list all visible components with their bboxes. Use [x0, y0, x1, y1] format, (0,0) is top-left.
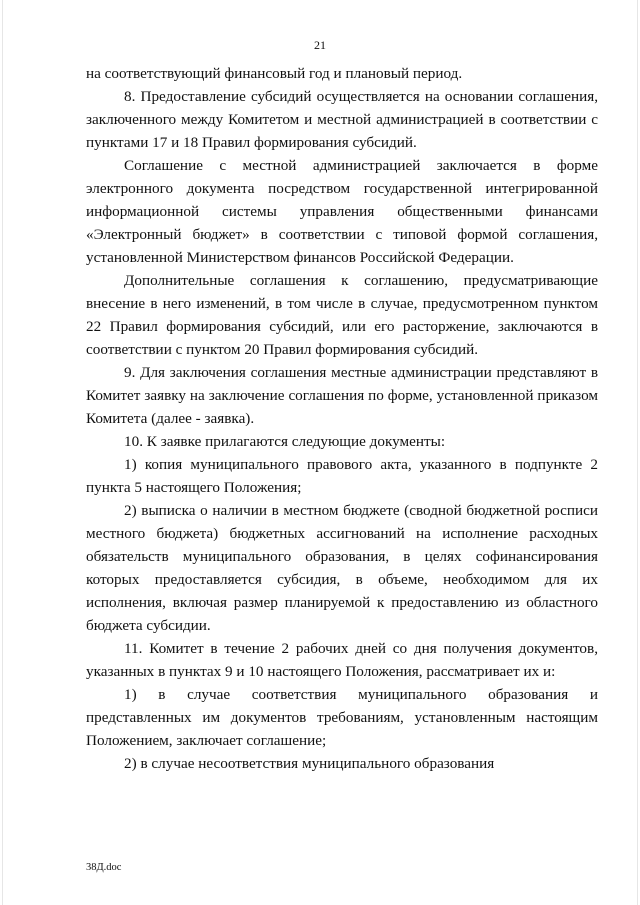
- footer-filename: 38Д.doc: [86, 862, 122, 873]
- paragraph-item-11-1: 1) в случае соответствия муниципального образования и представленных им документов требованиям, установленным настоящим Положением, заключает соглашение;: [86, 686, 598, 749]
- paragraph-item-9: 9. Для заключения соглашения местные администрации представляют в Комитет заявку на заключение соглашения по форме, установленной приказом Комитета (далее - заявка).: [86, 364, 598, 427]
- paragraph-item-8: 8. Предоставление субсидий осуществляется на основании соглашения, заключенного между Комитетом и местной администрацией в соответствии с пунктами 17 и 18 Правил формирования субсидий.: [86, 88, 598, 151]
- paragraph-item-11-2: 2) в случае несоответствия муниципального образования: [124, 755, 495, 772]
- paragraph-agreement-form: Соглашение с местной администрацией заключается в форме электронного документа посредством государственной интегрированной информационной системы управления общественными финансами «Электронный бюджет» в соответствии с типовой формой соглашения, установленной Министерством финансов Российской Федерации.: [86, 157, 598, 266]
- paragraph-item-11: 11. Комитет в течение 2 рабочих дней со дня получения документов, указанных в пунктах 9 и 10 настоящего Положения, рассматривает их и:: [86, 640, 598, 680]
- paragraph-item-10-2: 2) выписка о наличии в местном бюджете (сводной бюджетной росписи местного бюджета) бюджетных ассигнований на исполнение расходных обязательств муниципального образования, в целях софинансирования которых предоставляется субсидия, в объеме, необходимом для их исполнения, включая размер планируемой к предоставлению из областного бюджета субсидии.: [86, 502, 598, 634]
- page-number: 21: [314, 38, 326, 52]
- scan-edge-left: [2, 0, 3, 905]
- scan-edge-right: [637, 0, 638, 905]
- document-body: [86, 62, 598, 775]
- paragraph-item-10-1: 1) копия муниципального правового акта, указанного в подпункте 2 пункта 5 настоящего Положения;: [86, 456, 598, 496]
- paragraph-continuation: на соответствующий финансовый год и плановый период.: [86, 65, 463, 82]
- paragraph-additional-agreements: Дополнительные соглашения к соглашению, предусматривающие внесение в него изменений, в том числе в случае, предусмотренном пунктом 22 Правил формирования субсидий, или его расторжение, заключаются в соответствии с пунктом 20 Правил формирования субсидий.: [86, 272, 598, 358]
- paragraph-item-10: 10. К заявке прилагаются следующие документы:: [124, 433, 446, 450]
